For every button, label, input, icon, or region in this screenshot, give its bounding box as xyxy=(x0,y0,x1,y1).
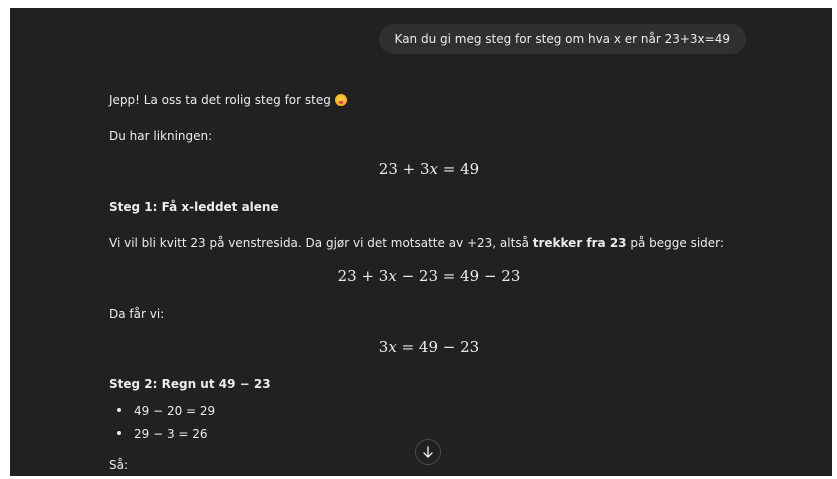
list-item xyxy=(117,426,208,442)
eq3-right: = 49 − 23 xyxy=(396,338,480,356)
list-item-text: 29 − 3 = 26 xyxy=(134,427,208,441)
step1-heading: Steg 1: Få x-leddet alene xyxy=(109,200,279,214)
chat-window xyxy=(10,8,832,476)
scroll-to-bottom-button[interactable] xyxy=(415,439,441,465)
step2-heading: Steg 2: Regn ut 49 − 23 xyxy=(109,377,271,391)
user-message-text: Kan du gi meg steg for steg om hva x er når 23+3x=49 xyxy=(394,32,730,46)
eq1-right: = 49 xyxy=(438,160,480,178)
eq1-var: x xyxy=(429,160,438,178)
equation-intro: Du har likningen: xyxy=(109,129,213,143)
zany-face-emoji-icon xyxy=(335,94,347,106)
bullet-dot-icon xyxy=(117,408,121,412)
eq1-left: 23 + 3 xyxy=(378,160,430,178)
equation-3 xyxy=(109,339,749,355)
eq3-var: x xyxy=(388,338,397,356)
step1-text xyxy=(109,235,724,251)
equation-1 xyxy=(109,161,749,177)
eq2-var: x xyxy=(388,267,397,285)
eq2-right: − 23 = 49 − 23 xyxy=(396,267,521,285)
so-text: Så: xyxy=(109,458,129,472)
eq2-left: 23 + 3 xyxy=(337,267,389,285)
list-item-text: 49 − 20 = 29 xyxy=(134,404,216,418)
arrow-down-icon xyxy=(421,445,435,459)
eq3-left: 3 xyxy=(378,338,389,356)
user-message-bubble xyxy=(379,24,746,54)
intro-text: Jepp! La oss ta det rolig steg for steg xyxy=(109,93,331,107)
step1-text-bold: trekker fra 23 xyxy=(532,236,627,250)
equation-2 xyxy=(109,268,749,284)
step1-text-b: på begge sider: xyxy=(626,236,724,250)
then-text: Da får vi: xyxy=(109,307,165,321)
step1-text-a: Vi vil bli kvitt 23 på venstresida. Da gjør vi det motsatte av +23, altså xyxy=(109,236,533,250)
bullet-dot-icon xyxy=(117,431,121,435)
intro-line xyxy=(109,92,347,108)
list-item xyxy=(117,403,215,419)
